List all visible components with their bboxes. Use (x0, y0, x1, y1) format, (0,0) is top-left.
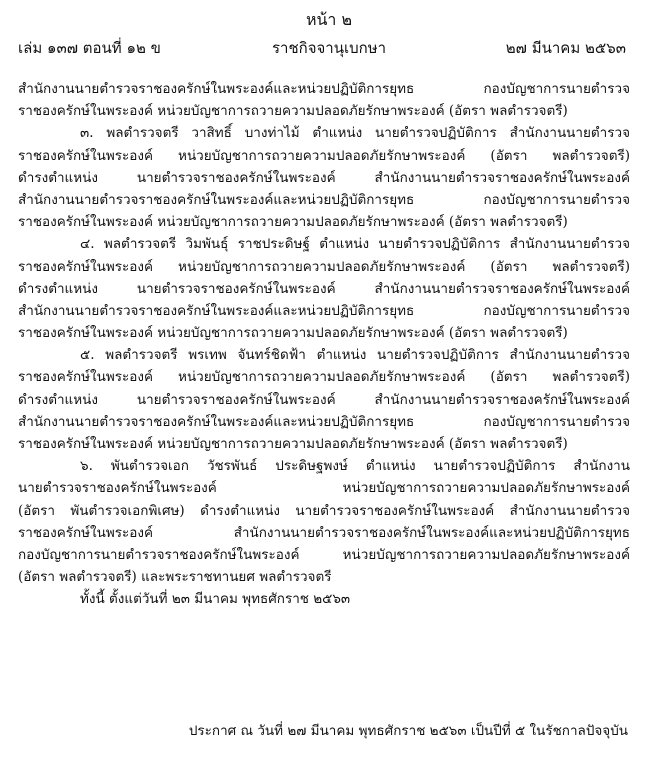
text-line: ราชองครักษ์ในพระองค์ หน่วยบัญชาการถวายความปลอดภัยรักษาพระองค์ (อัตรา พลตำรวจตรี) (18, 214, 568, 231)
volume-issue: เล่ม ๑๓๗ ตอนที่ ๑๒ ข (18, 39, 161, 57)
document-body (18, 78, 630, 611)
text-line: ราชองครักษ์ในพระองค์ หน่วยบัญชาการถวายความปลอดภัยรักษาพระองค์ (อัตรา พลตำรวจตรี) (18, 103, 568, 120)
text-line: (อัตรา พันตำรวจเอกพิเศษ) ดำรงตำแหน่ง นายตำรวจราชองครักษ์ในพระองค์ สำนักงานนายตำรวจ (18, 502, 630, 519)
text-line: ราชองครักษ์ในพระองค์ หน่วยบัญชาการถวายความปลอดภัยรักษาพระองค์ (อัตรา พลตำรวจตรี) (18, 147, 630, 164)
page-number: หน้า ๒ (305, 10, 353, 29)
announcement-signoff: ประกาศ ณ วันที่ ๒๗ มีนาคม พุทธศักราช ๒๕๖๓ เป็นปีที่ ๕ ในรัชกาลปัจจุบัน (188, 723, 628, 739)
text-line: (อัตรา พลตำรวจตรี) และพระราชทานยศ พลตำรวจตรี (18, 569, 332, 586)
text-line: สำนักงานนายตำรวจราชองครักษ์ในพระองค์และหน่วยปฏิบัติการยุทธ กองบัญชาการนายตำรวจ (18, 302, 630, 319)
gazette-title: ราชกิจจานุเบกษา (271, 39, 387, 57)
issue-date: ๒๗ มีนาคม ๒๕๖๓ (505, 39, 626, 57)
text-line: สำนักงานนายตำรวจราชองครักษ์ในพระองค์และหน่วยปฏิบัติการยุทธ กองบัญชาการนายตำรวจ (18, 191, 630, 208)
text-line: ดำรงตำแหน่ง นายตำรวจราชองครักษ์ในพระองค์ สำนักงานนายตำรวจราชองครักษ์ในพระองค์ (18, 280, 630, 297)
text-line: ราชองครักษ์ในพระองค์ หน่วยบัญชาการถวายความปลอดภัยรักษาพระองค์ (อัตรา พลตำรวจตรี) (18, 258, 630, 275)
text-line: สำนักงานนายตำรวจราชองครักษ์ในพระองค์และหน่วยปฏิบัติการยุทธ กองบัญชาการนายตำรวจ (18, 81, 630, 97)
text-line: ราชองครักษ์ในพระองค์ หน่วยบัญชาการถวายความปลอดภัยรักษาพระองค์ (อัตรา พลตำรวจตรี) (18, 369, 630, 386)
text-line: ๔. พลตำรวจตรี วิมพันธุ์ ราชประดิษฐ์ ตำแหน่ง นายตำรวจปฏิบัติการ สำนักงานนายตำรวจ (80, 236, 630, 253)
text-line: ราชองครักษ์ในพระองค์ หน่วยบัญชาการถวายความปลอดภัยรักษาพระองค์ (อัตรา พลตำรวจตรี) (18, 436, 568, 452)
text-line: ๓. พลตำรวจตรี วาสิทธิ์ บางท่าไม้ ตำแหน่ง นายตำรวจปฏิบัติการ สำนักงานนายตำรวจ (80, 125, 630, 142)
text-line: ดำรงตำแหน่ง นายตำรวจราชองครักษ์ในพระองค์ สำนักงานนายตำรวจราชองครักษ์ในพระองค์ (18, 391, 630, 408)
text-line: ดำรงตำแหน่ง นายตำรวจราชองครักษ์ในพระองค์ สำนักงานนายตำรวจราชองครักษ์ในพระองค์ (18, 169, 630, 186)
text-line: กองบัญชาการนายตำรวจราชองครักษ์ในพระองค์ หน่วยบัญชาการถวายความปลอดภัยรักษาพระองค์ (18, 546, 630, 563)
text-line: ๕. พลตำรวจตรี พรเทพ จันทร์ชิดฟ้า ตำแหน่ง นายตำรวจปฏิบัติการ สำนักงานนายตำรวจ (80, 347, 630, 364)
text-line: สำนักงานนายตำรวจราชองครักษ์ในพระองค์และหน่วยปฏิบัติการยุทธ กองบัญชาการนายตำรวจ (18, 413, 630, 430)
text-line: ๖. พันตำรวจเอก วัชรพันธ์ ประดิษฐพงษ์ ตำแหน่ง นายตำรวจปฏิบัติการ สำนักงาน (80, 458, 630, 475)
effective-date-line: ทั้งนี้ ตั้งแต่วันที่ ๒๓ มีนาคม พุทธศักราช ๒๕๖๓ (80, 591, 351, 608)
text-line: ราชองครักษ์ในพระองค์ หน่วยบัญชาการถวายความปลอดภัยรักษาพระองค์ (อัตรา พลตำรวจตรี) (18, 325, 568, 342)
text-line: นายตำรวจราชองครักษ์ในพระองค์ หน่วยบัญชาการถวายความปลอดภัยรักษาพระองค์ (18, 480, 630, 497)
text-line: ราชองครักษ์ในพระองค์ สำนักงานนายตำรวจราชองครักษ์ในพระองค์และหน่วยปฏิบัติการยุทธ (18, 524, 630, 541)
gazette-header (0, 36, 658, 58)
